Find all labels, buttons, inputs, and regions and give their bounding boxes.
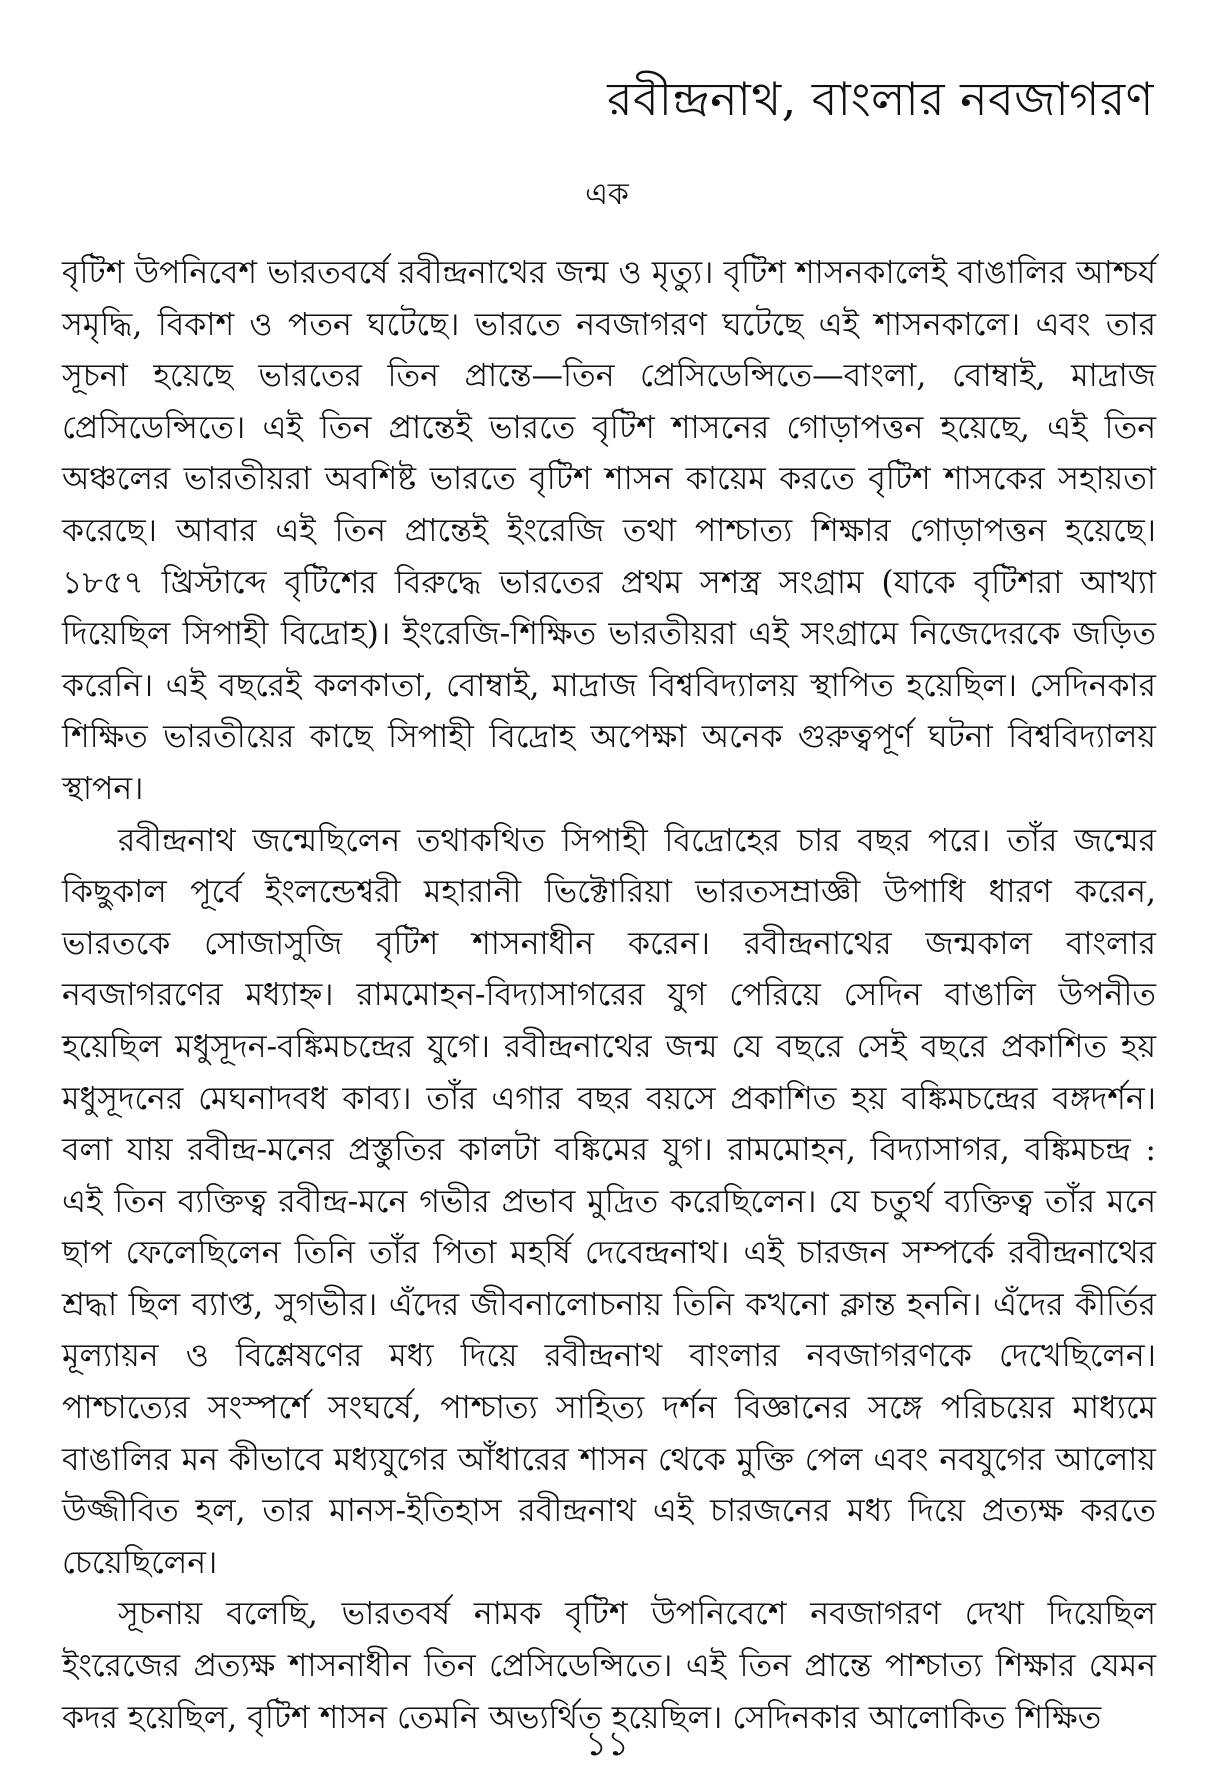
- section-heading: এক: [585, 177, 629, 212]
- page-title: রবীন্দ্রনাথ, বাংলার নবজাগরণ: [607, 72, 1154, 126]
- paragraph-2: রবীন্দ্রনাথ জন্মেছিলেন তথাকথিত সিপাহী বিদ্রোহের চার বছর পরে। তাঁর জন্মের কিছুকাল পূর্বে ইংলন্ডেশ্বরী মহারানী ভিক্টোরিয়া ভারতসম্রাজ্ঞী উপাধি ধারণ করেন, ভারতকে সোজাসুজি বৃটিশ শাসনাধীন করেন। রবীন্দ্রনাথের জন্মকাল বাংলার নবজাগরণের মধ্যাহ্ন। রামমোহন-বিদ্যাসাগরের যুগ পেরিয়ে সেদিন বাঙালি উপনীত হয়েছিল মধুসূদন-বঙ্কিমচন্দ্রের যুগে। রবীন্দ্রনাথের জন্ম যে বছরে সেই বছরে প্রকাশিত হয় মধুসূদনের মেঘনাদবধ কাব্য। তাঁর এগার বছর বয়সে প্রকাশিত হয় বঙ্কিমচন্দ্রের বঙ্গদর্শন। বলা যায় রবীন্দ্র-মনের প্রস্তুতির কালটা বঙ্কিমের যুগ। রামমোহন, বিদ্যাসাগর, বঙ্কিমচন্দ্র : এই তিন ব্যক্তিত্ব রবীন্দ্র-মনে গভীর প্রভাব মুদ্রিত করেছিলেন। যে চতুর্থ ব্যক্তিত্ব তাঁর মনে ছাপ ফেলেছিলেন তিনি তাঁর পিতা মহর্ষি দেবেন্দ্রনাথ। এই চারজন সম্পর্কে রবীন্দ্রনাথের শ্রদ্ধা ছিল ব্যাপ্ত, সুগভীর। এঁদের জীবনালোচনায় তিনি কখনো ক্লান্ত হননি। এঁদের কীর্তির মূল্যায়ন ও বিশ্লেষণের মধ্য দিয়ে রবীন্দ্রনাথ বাংলার নবজাগরণকে দেখেছিলেন। পাশ্চাত্যের সংস্পর্শে সংঘর্ষে, পাশ্চাত্য সাহিত্য দর্শন বিজ্ঞানের সঙ্গে পরিচয়ের মাধ্যমে বাঙালির মন কীভাবে মধ্যযুগের আঁধারের শাসন থেকে মুক্তি পেল এবং নবযুগের আলোয় উজ্জীবিত হল, তার মানস-ইতিহাস রবীন্দ্রনাথ এই চারজনের মধ্য দিয়ে প্রত্যক্ষ করতে চেয়েছিলেন।: [62, 822, 1156, 1581]
- paragraph-1: বৃটিশ উপনিবেশ ভারতবর্ষে রবীন্দ্রনাথের জন্ম ও মৃত্যু। বৃটিশ শাসনকালেই বাঙালির আশ্চর্য সমৃদ্ধি, বিকাশ ও পতন ঘটেছে। ভারতে নবজাগরণ ঘটেছে এই শাসনকালে। এবং তার সূচনা হয়েছে ভারতের তিন প্রান্তে—তিন প্রেসিডেন্সিতে—বাংলা, বোম্বাই, মাদ্রাজ প্রেসিডেন্সিতে। এই তিন প্রান্তেই ভারতে বৃটিশ শাসনের গোড়াপত্তন হয়েছে, এই তিন অঞ্চলের ভারতীয়রা অবশিষ্ট ভারতে বৃটিশ শাসন কায়েম করতে বৃটিশ শাসকের সহায়তা করেছে। আবার এই তিন প্রান্তেই ইংরেজি তথা পাশ্চাত্য শিক্ষার গোড়াপত্তন হয়েছে। ১৮৫৭ খ্রিস্টাব্দে বৃটিশের বিরুদ্ধে ভারতের প্রথম সশস্ত্র সংগ্রাম (যাকে বৃটিশরা আখ্যা দিয়েছিল সিপাহী বিদ্রোহ)। ইংরেজি-শিক্ষিত ভারতীয়রা এই সংগ্রামে নিজেদেরকে জড়িত করেনি। এই বছরেই কলকাতা, বোম্বাই, মাদ্রাজ বিশ্ববিদ্যালয় স্থাপিত হয়েছিল। সেদিনকার শিক্ষিত ভারতীয়ের কাছে সিপাহী বিদ্রোহ অপেক্ষা অনেক গুরুত্বপূর্ণ ঘটনা বিশ্ববিদ্যালয় স্থাপন।: [62, 255, 1156, 807]
- paragraph-3: সূচনায় বলেছি, ভারতবর্ষ নামক বৃটিশ উপনিবেশে নবজাগরণ দেখা দিয়েছিল ইংরেজের প্রত্যক্ষ শাসনাধীন তিন প্রেসিডেন্সিতে। এই তিন প্রান্তে পাশ্চাত্য শিক্ষার যেমন কদর হয়েছিল, বৃটিশ শাসন তেমনি অভ্যর্থিত হয়েছিল। সেদিনকার আলোকিত শিক্ষিত: [62, 1596, 1156, 1736]
- body-text: [62, 248, 1156, 1744]
- page-number: ১১: [584, 1724, 630, 1764]
